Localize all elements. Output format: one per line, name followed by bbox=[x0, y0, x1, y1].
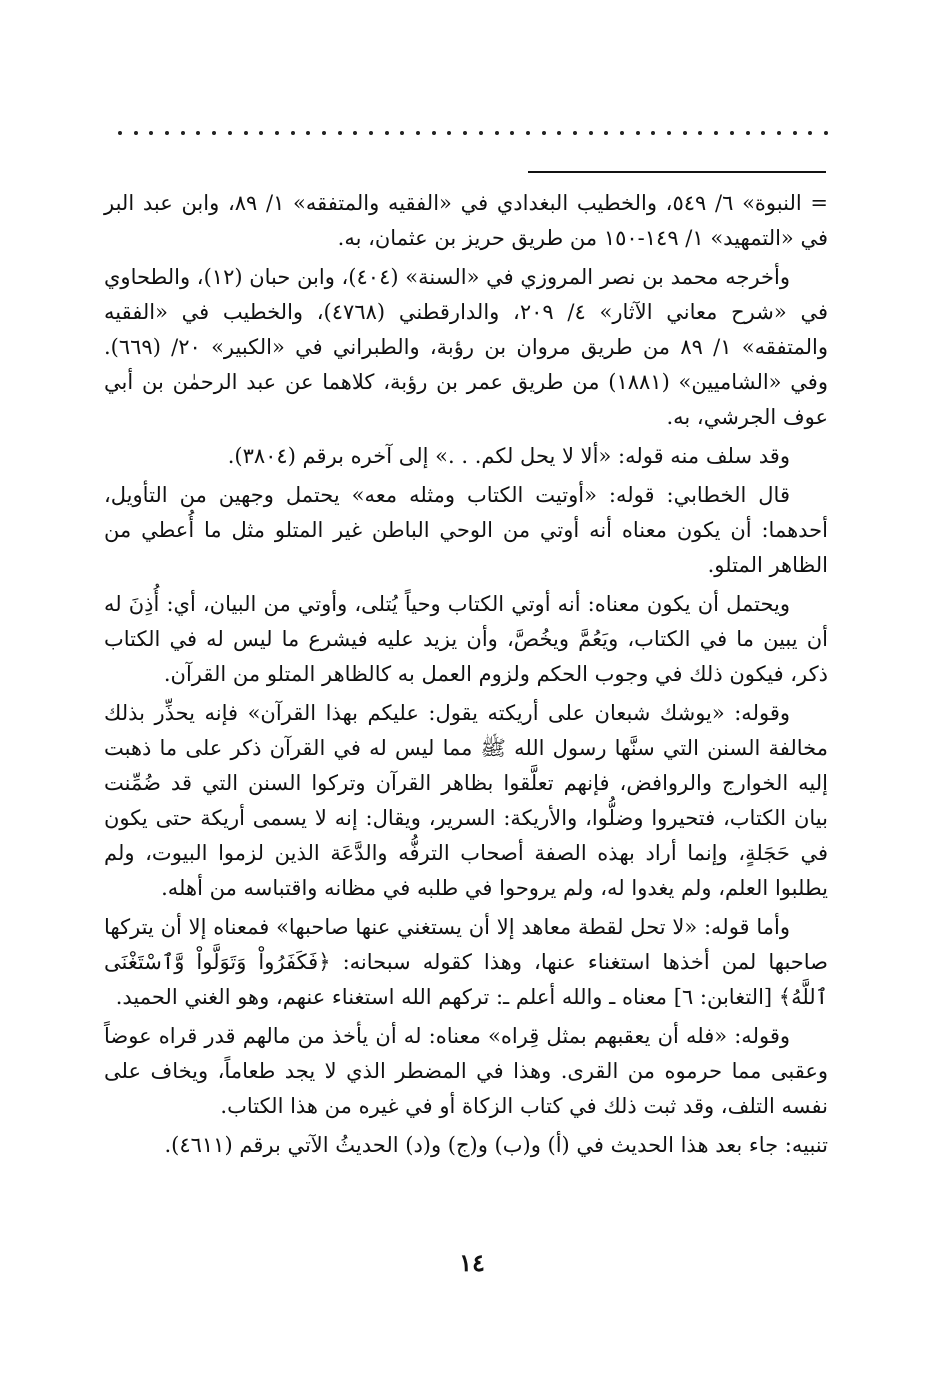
separator-dot bbox=[573, 131, 577, 135]
separator-dot bbox=[306, 131, 310, 135]
separator-dot bbox=[149, 131, 153, 135]
footnote-paragraph-5: ويحتمل أن يكون معناه: أنه أوتي الكتاب وحياً يُتلى، وأوتي من البيان، أي: أُذِنَ له أن يبين ما في الكتاب، ويَعُمَّ ويخُصَّ، وأن يزيد عليه فيشرع ما ليس له في الكتاب ذكر، فيكون ذلك في وجوب الحكم ولزوم العمل به كالظاهر المتلو من القرآن. bbox=[104, 592, 828, 686]
page-number: ١٤ bbox=[459, 1248, 485, 1277]
separator-dot bbox=[526, 131, 530, 135]
separator-dot bbox=[777, 131, 781, 135]
separator-dot bbox=[196, 131, 200, 135]
separator-dot bbox=[651, 131, 655, 135]
footnote-paragraph-2: وأخرجه محمد بن نصر المروزي في «السنة» (٤٠٤)، وابن حبان (١٢)، والطحاوي في «شرح معاني الآثار» ٤/ ٢٠٩، والدارقطني (٤٧٦٨)، والخطيب في «الفقيه والمتفقه» ١/ ٨٩ من طريق مروان بن رؤبة، والطبراني في «الكبير» ٢٠/ (٦٦٩). وفي «الشاميين» (١٨٨١) من طريق عمر بن رؤبة، كلاهما عن عبد الرحمٰن بن أبي عوف الجرشي، به. bbox=[104, 265, 828, 429]
separator-dot bbox=[353, 131, 357, 135]
separator-dot bbox=[542, 131, 546, 135]
separator-dot bbox=[714, 131, 718, 135]
footnote-paragraph-9: تنبيه: جاء بعد هذا الحديث في (أ) و(ب) و(ج) و(د) الحديثُ الآتي برقم (٤٦١١). bbox=[164, 1133, 828, 1157]
separator-dot bbox=[808, 131, 812, 135]
separator-dot bbox=[730, 131, 734, 135]
decorative-dotted-line bbox=[118, 118, 828, 148]
separator-dot bbox=[275, 131, 279, 135]
separator-dot bbox=[416, 131, 420, 135]
separator-dot bbox=[165, 131, 169, 135]
footnote-paragraph-8: وقوله: «فله أن يعقبهم بمثل قِراه» معناه: له أن يأخذ من مالهم قدر قراه عوضاً وعقبى مما حرموه من القرى. وهذا في المضطر الذي لا يجد طعاماً، ويخاف على نفسه التلف، وقد ثبت ذلك في كتاب الزكاة أو في غيره من هذا الكتاب. bbox=[104, 1024, 828, 1118]
separator-dot bbox=[118, 131, 122, 135]
separator-dot bbox=[322, 131, 326, 135]
separator-dot bbox=[385, 131, 389, 135]
footnote-paragraph-4: قال الخطابي: قوله: «أوتيت الكتاب ومثله معه» يحتمل وجهين من التأويل، أحدهما: أن يكون معناه أنه أوتي من الوحي الباطن غير المتلو مثل ما أُعطي من الظاهر المتلو. bbox=[104, 483, 828, 577]
footnote-separator-rule bbox=[528, 171, 826, 173]
separator-dot bbox=[463, 131, 467, 135]
footnote-paragraph-7: وأما قوله: «لا تحل لقطة معاهد إلا أن يستغني عنها صاحبها» فمعناه إلا أن يتركها صاحبها لمن أخذها استغناء عنها، وهذا كقوله سبحانه: ﴿فَكَفَرُواْ وَتَوَلَّواْ وَّٱسْتَغْنَى ٱللَّهُ﴾ [التغابن: ٦] معناه ـ والله أعلم ـ: تركهم الله استغناء عنهم، وهو الغني الحميد. bbox=[104, 915, 828, 1009]
separator-dot bbox=[400, 131, 404, 135]
separator-dot bbox=[824, 131, 828, 135]
separator-dot bbox=[259, 131, 263, 135]
separator-dot bbox=[338, 131, 342, 135]
separator-dot bbox=[604, 131, 608, 135]
separator-dot bbox=[557, 131, 561, 135]
separator-dot bbox=[698, 131, 702, 135]
footnote-text-block bbox=[104, 186, 828, 1167]
footnote-paragraph-6: وقوله: «يوشك شبعان على أريكته يقول: عليكم بهذا القرآن» فإنه يحذِّر بذلك مخالفة السنن التي سنَّها رسول الله ﷺ مما ليس له في القرآن ذكر على ما ذهبت إليه الخوارج والروافض، فإنهم تعلَّقوا بظاهر القرآن وتركوا السنن التي قد ضُمِّنت بيان الكتاب، فتحيروا وضلُّوا، والأريكة: السرير، ويقال: إنه لا يسمى أريكة حتى يكون في حَجَلةٍ، وإنما أراد بهذه الصفة أصحاب الترفُّه والدَّعَة الذين لزموا البيوت، ولم يطلبوا العلم، ولم يغدوا له، ولم يروحوا في طلبه في مظانه واقتباسه من أهله. bbox=[104, 701, 828, 900]
separator-dot bbox=[228, 131, 232, 135]
separator-dot bbox=[746, 131, 750, 135]
separator-dot bbox=[369, 131, 373, 135]
separator-dot bbox=[244, 131, 248, 135]
separator-dot bbox=[134, 131, 138, 135]
separator-dot bbox=[447, 131, 451, 135]
separator-dot bbox=[683, 131, 687, 135]
separator-dot bbox=[636, 131, 640, 135]
separator-dot bbox=[793, 131, 797, 135]
footnote-paragraph-3: وقد سلف منه قوله: «ألا لا يحل لكم. . .» إلى آخره برقم (٣٨٠٤). bbox=[227, 444, 790, 468]
separator-dot bbox=[432, 131, 436, 135]
separator-dot bbox=[495, 131, 499, 135]
separator-dot bbox=[291, 131, 295, 135]
separator-dot bbox=[589, 131, 593, 135]
separator-dot bbox=[667, 131, 671, 135]
separator-dot bbox=[479, 131, 483, 135]
separator-dot bbox=[620, 131, 624, 135]
separator-dot bbox=[181, 131, 185, 135]
separator-dot bbox=[212, 131, 216, 135]
separator-dot bbox=[510, 131, 514, 135]
footnote-paragraph-1: = النبوة» ٦/ ٥٤٩، والخطيب البغدادي في «الفقيه والمتفقه» ١/ ٨٩، وابن عبد البر في «التمهيد» ١/ ١٤٩-١٥٠ من طريق حريز بن عثمان، به. bbox=[104, 191, 828, 250]
separator-dot bbox=[761, 131, 765, 135]
